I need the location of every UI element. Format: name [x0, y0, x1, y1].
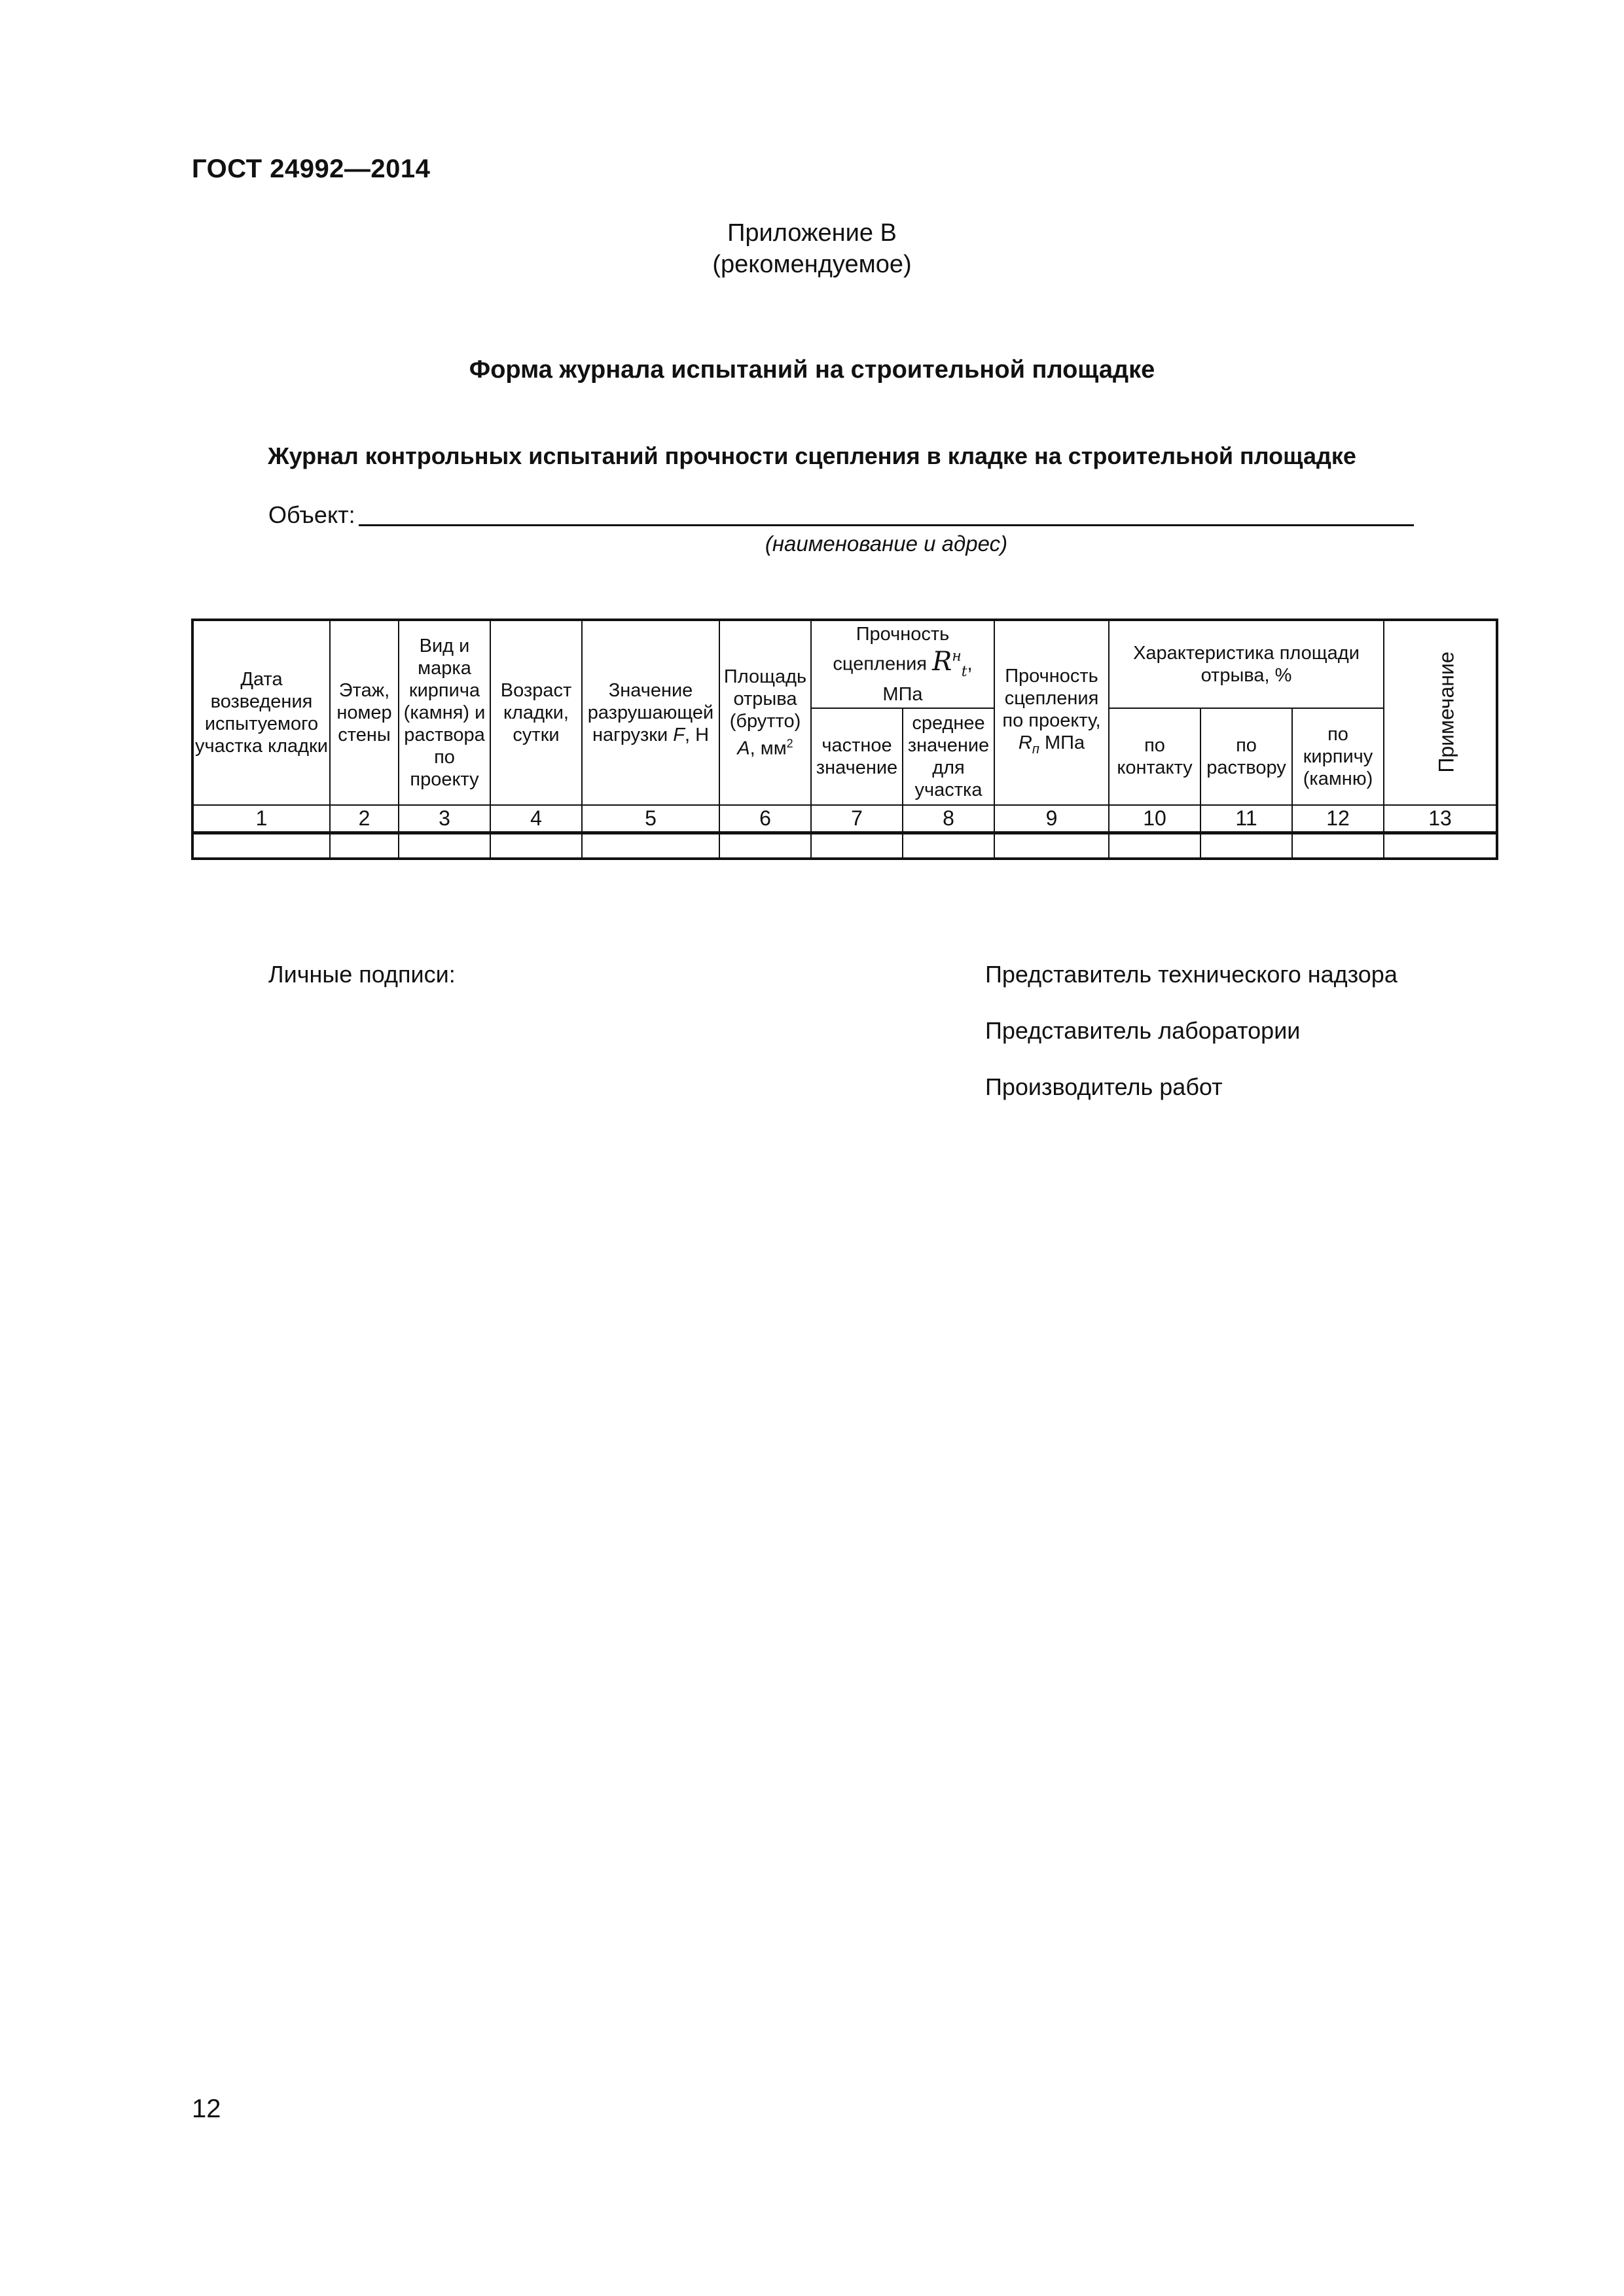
object-label: Объект: [268, 501, 355, 528]
column-number: 13 [1384, 805, 1497, 833]
column-number: 6 [719, 805, 811, 833]
signature-works-manager: Производитель работ [985, 1073, 1223, 1100]
table-cell [330, 833, 399, 859]
col-header-area: Площадь отрыва (брутто) А, $мм^2$ [719, 620, 811, 805]
table-cell [1200, 833, 1292, 859]
column-number: 12 [1292, 805, 1384, 833]
table-cell [719, 833, 811, 859]
table-cell [490, 833, 582, 859]
column-number: 1 [192, 805, 330, 833]
column-number: 9 [994, 805, 1109, 833]
col-header-design-strength: Прочность сцепления по проекту, $R_п$ МПа [994, 620, 1109, 805]
column-number: 3 [399, 805, 490, 833]
table-cell [903, 833, 994, 859]
col-header-date: Дата возведения испытуемого участка кладки [192, 620, 330, 805]
column-number: 5 [582, 805, 719, 833]
column-number: 4 [490, 805, 582, 833]
col-header-load: Значение разрушающей нагрузки F, Н [582, 620, 719, 805]
journal-title: Журнал контрольных испытаний прочности сцепления в кладке на строительной площадке [268, 442, 1356, 469]
table-cell [1109, 833, 1200, 859]
page-number: 12 [192, 2094, 221, 2123]
col-header-by-contact: по контакту [1109, 708, 1200, 805]
col-header-floor: Этаж, номер стены [330, 620, 399, 805]
col-header-by-mortar: по раствору [1200, 708, 1292, 805]
appendix-heading [0, 217, 1624, 280]
object-fill-line [359, 524, 1414, 526]
signature-tech-supervision: Представитель технического надзора [985, 961, 1398, 988]
col-header-by-brick: по кирпичу (камню) [1292, 708, 1384, 805]
col-header-age: Возраст кладки, сутки [490, 620, 582, 805]
empty-entry-row [192, 833, 1497, 859]
table-cell [399, 833, 490, 859]
col-header-area-characteristic: Характеристика площади отрыва, % [1109, 620, 1384, 708]
appendix-title: Приложение В [727, 219, 897, 247]
col-header-brick-type: Вид и марка кирпича (камня) и раствора по проекту [399, 620, 490, 805]
signature-laboratory: Представитель лаборатории [985, 1017, 1301, 1044]
signatures-label: Личные подписи: [268, 961, 456, 988]
table-cell [1292, 833, 1384, 859]
form-title: Форма журнала испытаний на строительной площадке [469, 356, 1155, 384]
journal-table [191, 619, 1498, 860]
column-number: 10 [1109, 805, 1200, 833]
column-number-row [192, 805, 1497, 833]
col-header-note: Примечание [1384, 620, 1497, 805]
column-number: 7 [811, 805, 903, 833]
table-cell [811, 833, 903, 859]
table-cell [582, 833, 719, 859]
appendix-status: (рекомендуемое) [712, 251, 912, 278]
document-id: ГОСТ 24992—2014 [192, 154, 431, 183]
object-caption: (наименование и адрес) [765, 531, 1008, 556]
column-number: 2 [330, 805, 399, 833]
col-header-average-value: среднее значение для участка [903, 708, 994, 805]
table-cell [994, 833, 1109, 859]
column-number: 8 [903, 805, 994, 833]
table-cell [1384, 833, 1497, 859]
col-header-partial-value: частное значение [811, 708, 903, 805]
col-header-bond-strength-group: Прочность сцепления $R^н_t$, МПа [811, 620, 994, 708]
column-number: 11 [1200, 805, 1292, 833]
table-cell [192, 833, 330, 859]
